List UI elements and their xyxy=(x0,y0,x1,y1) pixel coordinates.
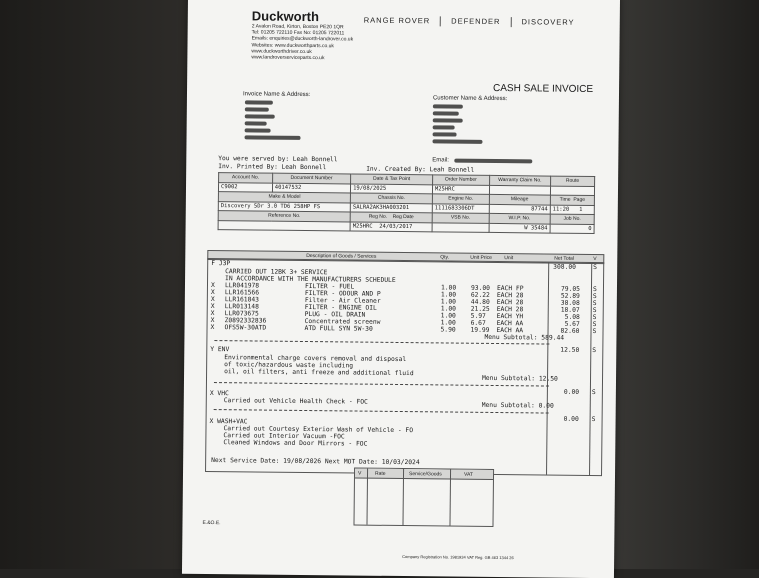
part-flag: X xyxy=(210,289,215,297)
date-tax-point: 19/08/2025 xyxy=(351,183,433,193)
net-total-divider xyxy=(546,263,549,475)
section-total-wash: 0.00 xyxy=(563,415,579,423)
footer-registration: Company Registration No. 1981934 VAT Reg. GB 463 1344 26 xyxy=(402,554,514,561)
part-net: 5.67 xyxy=(564,320,580,328)
created-by: Inv. Created By: Leah Bonnell xyxy=(366,165,475,174)
part-number: LLR161566 xyxy=(224,289,260,297)
header-page: Page xyxy=(573,197,586,204)
part-flag: X xyxy=(210,303,215,311)
vsb-no xyxy=(432,222,489,232)
vat-header-vat: VAT xyxy=(463,471,474,478)
part-vat: S xyxy=(592,321,597,329)
part-unit-price: 44.80 xyxy=(470,298,490,306)
vat-col-divider xyxy=(366,469,368,525)
header-vsb-no: VSB No. xyxy=(432,213,489,223)
header-date-tax-point: Date & Tax Point xyxy=(351,174,433,184)
section-vat-env: S xyxy=(592,347,597,355)
job-no: 0 xyxy=(550,224,594,234)
vat-header-service-goods: Service/Goods xyxy=(408,471,442,478)
part-description: Concentrated screenw xyxy=(304,317,381,326)
part-number: LLR073675 xyxy=(224,310,259,318)
dealer-name: Duckworth xyxy=(251,8,320,25)
part-description: Filter - Air Cleaner xyxy=(304,296,381,305)
page-number: 1 xyxy=(579,206,583,213)
section-desc-wash: Carried out Courtesy Exterior Wash of Vehicle - FO xyxy=(223,425,414,435)
header-net-total: Net Total xyxy=(554,255,574,262)
eoe-note: E.&O.E. xyxy=(202,519,221,527)
vat-header-v: V xyxy=(357,470,362,477)
section-desc-wash: Carried out Interior Vacuum -FOC xyxy=(223,432,345,441)
part-description: ATD FULL SYN 5W-30 xyxy=(304,324,373,333)
address-line: www.duckworthdriver.co.uk xyxy=(251,48,312,55)
part-description: FILTER - FUEL xyxy=(304,282,355,291)
part-vat: S xyxy=(592,328,597,336)
part-net: 79.05 xyxy=(560,285,580,293)
vat-summary-table xyxy=(353,468,494,527)
header-unit: Unit xyxy=(504,255,514,262)
address-line: Emails: enquiries@duckworth-landrover.co.uk xyxy=(251,35,354,43)
document-number: 40147532 xyxy=(272,183,350,193)
address-line: 2 Avalon Road, Kirton, Boston PE20 1QR xyxy=(251,23,344,31)
subtotal-j3p: Menu Subtotal: 589.44 xyxy=(484,333,565,342)
section-desc-env: oil, oil filters, anti freeze and additional fluid xyxy=(224,368,414,378)
reference-no xyxy=(218,220,350,231)
customer-name-label: Customer Name & Address: xyxy=(432,95,508,103)
part-net: 18.07 xyxy=(560,306,580,314)
part-unit-price: 6.67 xyxy=(470,319,486,327)
part-vat: S xyxy=(592,314,597,322)
part-qty: 5.90 xyxy=(440,326,456,334)
part-flag: X xyxy=(210,324,215,332)
part-description: FILTER - ODOUR AND P xyxy=(304,289,381,298)
part-unit-price: 21.25 xyxy=(470,305,490,313)
part-flag: X xyxy=(210,282,215,290)
header-wip-no: W.I.P. No. xyxy=(489,213,550,223)
redacted-email xyxy=(454,159,532,164)
part-unit: EACH FP xyxy=(496,285,524,293)
invoice-name-label: Invoice Name & Address: xyxy=(242,91,311,99)
part-qty: 1.00 xyxy=(440,298,457,306)
header-route: Route xyxy=(550,176,594,186)
invoice-details-table xyxy=(218,172,596,234)
part-vat: S xyxy=(592,307,597,315)
part-unit-price: 19.99 xyxy=(470,326,490,334)
marque-logos xyxy=(364,16,585,28)
vat-summary-header xyxy=(355,469,493,480)
time: 11:20 xyxy=(552,206,570,213)
part-vat: S xyxy=(592,300,597,308)
address-line: Tel: 01205 722110 Fax No: 01205 722011 xyxy=(251,29,345,37)
part-net: 82.60 xyxy=(560,327,580,335)
header-engine-no: Engine No. xyxy=(432,194,489,204)
time-page xyxy=(550,205,594,215)
served-by: You were served by: Leah Bonnell xyxy=(218,155,338,164)
part-unit: EACH 28 xyxy=(496,306,524,314)
vat-header-rate: Rate xyxy=(374,470,386,477)
part-qty: 1.00 xyxy=(440,312,456,320)
section-total-vhc: 0.00 xyxy=(563,388,580,396)
section-code-env: Y ENV xyxy=(210,346,230,354)
part-flag: X xyxy=(210,296,215,304)
part-vat: S xyxy=(592,286,597,294)
reg-date: 24/03/2017 xyxy=(379,223,413,230)
part-net: 38.08 xyxy=(560,299,580,307)
part-number: LLR161843 xyxy=(224,296,259,304)
invoice-paper xyxy=(182,0,620,578)
header-order-number: Order Number xyxy=(432,175,489,185)
part-vat: S xyxy=(592,293,597,301)
dealer-address xyxy=(251,23,353,61)
part-net: 52.89 xyxy=(560,292,580,300)
part-number: OFS5W-30ATD xyxy=(224,324,267,332)
section-total-env: 12.50 xyxy=(560,346,580,354)
part-qty: 1.00 xyxy=(440,305,456,313)
part-qty: 1.00 xyxy=(440,284,457,292)
reg-no-date xyxy=(350,221,432,231)
part-description: FILTER - ENGINE OIL xyxy=(304,303,377,312)
section-vat-wash: S xyxy=(591,416,596,424)
header-account-no: Account No. xyxy=(219,173,273,183)
section-desc-j3p: CARRIED OUT 12BK 3+ SERVICE xyxy=(225,268,328,277)
part-unit: EACH AA xyxy=(496,320,524,328)
part-unit: EACH AA xyxy=(496,327,524,335)
part-unit-price: 5.97 xyxy=(470,312,486,320)
vat-code-divider xyxy=(589,263,592,475)
marque-discovery: DISCOVERY xyxy=(521,17,575,27)
header-warranty-claim: Warranty Claim No. xyxy=(489,175,550,185)
header-chassis-no: Chassis No. xyxy=(350,193,432,203)
part-qty: 1.00 xyxy=(440,319,456,327)
printed-by: Inv. Printed By: Leah Bonnell xyxy=(218,163,327,172)
header-job-no: Job No. xyxy=(550,214,594,224)
section-desc-j3p: IN ACCORDANCE WITH THE MANUFACTURERS SCHEDULE xyxy=(225,275,396,284)
part-unit: EACH 28 xyxy=(496,292,524,300)
part-flag: X xyxy=(210,317,215,325)
order-number: M25HRC xyxy=(432,184,489,194)
part-qty: 1.00 xyxy=(440,291,457,299)
make-model: Discovery 5Dr 3.0 TD6 258HP FS xyxy=(218,201,350,212)
header-reg-date: Reg Date xyxy=(392,214,414,221)
section-total-j3p: 308.00 xyxy=(553,263,576,271)
part-unit: EACH 28 xyxy=(496,299,524,307)
section-code-j3p: F J3P xyxy=(211,260,231,268)
header-mileage: Mileage xyxy=(489,194,550,204)
header-time: Time xyxy=(559,196,571,204)
header-time-page xyxy=(550,195,594,205)
header-unit-price: Unit Price xyxy=(470,254,493,261)
part-unit-price: 93.00 xyxy=(470,284,490,292)
address-line: Websites: www.duckworthparts.co.uk xyxy=(251,42,334,49)
section-code-vhc: X VHC xyxy=(209,390,229,398)
subtotal-vhc: Menu Subtotal: 0.00 xyxy=(481,401,554,410)
engine-no: 1111683306DT xyxy=(432,203,489,213)
address-line: www.landroverserviceparts.co.uk xyxy=(251,54,325,62)
header-make-model: Make & Model xyxy=(218,192,350,203)
header-document-number: Document Number xyxy=(272,173,350,183)
marque-defender: DEFENDER xyxy=(451,16,501,27)
part-flag: X xyxy=(210,310,215,318)
marque-range-rover: RANGE ROVER xyxy=(363,15,431,26)
header-vat-code: V xyxy=(593,256,597,263)
wip-no: W 35484 xyxy=(489,223,550,233)
vat-col-divider xyxy=(449,470,451,526)
header-reference-no: Reference No. xyxy=(218,211,350,222)
header-reg-no: Reg No. xyxy=(368,213,388,221)
section-vat-vhc: S xyxy=(591,389,596,397)
vat-col-divider xyxy=(402,469,404,525)
background-right xyxy=(599,0,759,569)
part-unit-price: 62.22 xyxy=(470,291,490,299)
email-label: Email: xyxy=(432,157,450,164)
background-left xyxy=(0,0,205,569)
part-number: LLR013148 xyxy=(224,303,259,311)
section-desc-vhc: Carried out Vehicle Health Check - FOC xyxy=(223,397,368,406)
next-service-date: Next Service Date: 19/08/2026 Next MOT Date: 10/03/2024 xyxy=(211,457,420,467)
part-number: Z0892332836 xyxy=(224,317,267,325)
section-code-wash: X WASH+VAC xyxy=(209,418,248,426)
section-desc-env: Environmental charge covers removal and disposal xyxy=(224,354,407,364)
section-desc-wash: Cleaned Windows and Door Mirrors - FOC xyxy=(223,439,368,448)
section-vat-j3p: S xyxy=(593,264,598,272)
section-desc-env: of toxic/hazardous waste including xyxy=(224,361,354,370)
account-no: C9002 xyxy=(218,182,272,192)
chassis-no: SALRA2AK3HA003201 xyxy=(350,202,432,212)
part-net: 5.08 xyxy=(564,313,580,321)
part-number: LLR041978 xyxy=(224,282,260,290)
header-qty: Qty. xyxy=(440,254,450,261)
header-description: Description of Goods / Services xyxy=(306,253,377,260)
mileage: 87744 xyxy=(489,204,550,214)
part-unit: EACH YH xyxy=(496,313,524,321)
document-title: CASH SALE INVOICE xyxy=(493,82,594,96)
reg-no: M25HRC xyxy=(352,223,373,230)
part-description: PLUG - OIL DRAIN xyxy=(304,310,366,319)
subtotal-env: Menu Subtotal: 12.50 xyxy=(481,374,558,383)
route xyxy=(550,186,594,196)
